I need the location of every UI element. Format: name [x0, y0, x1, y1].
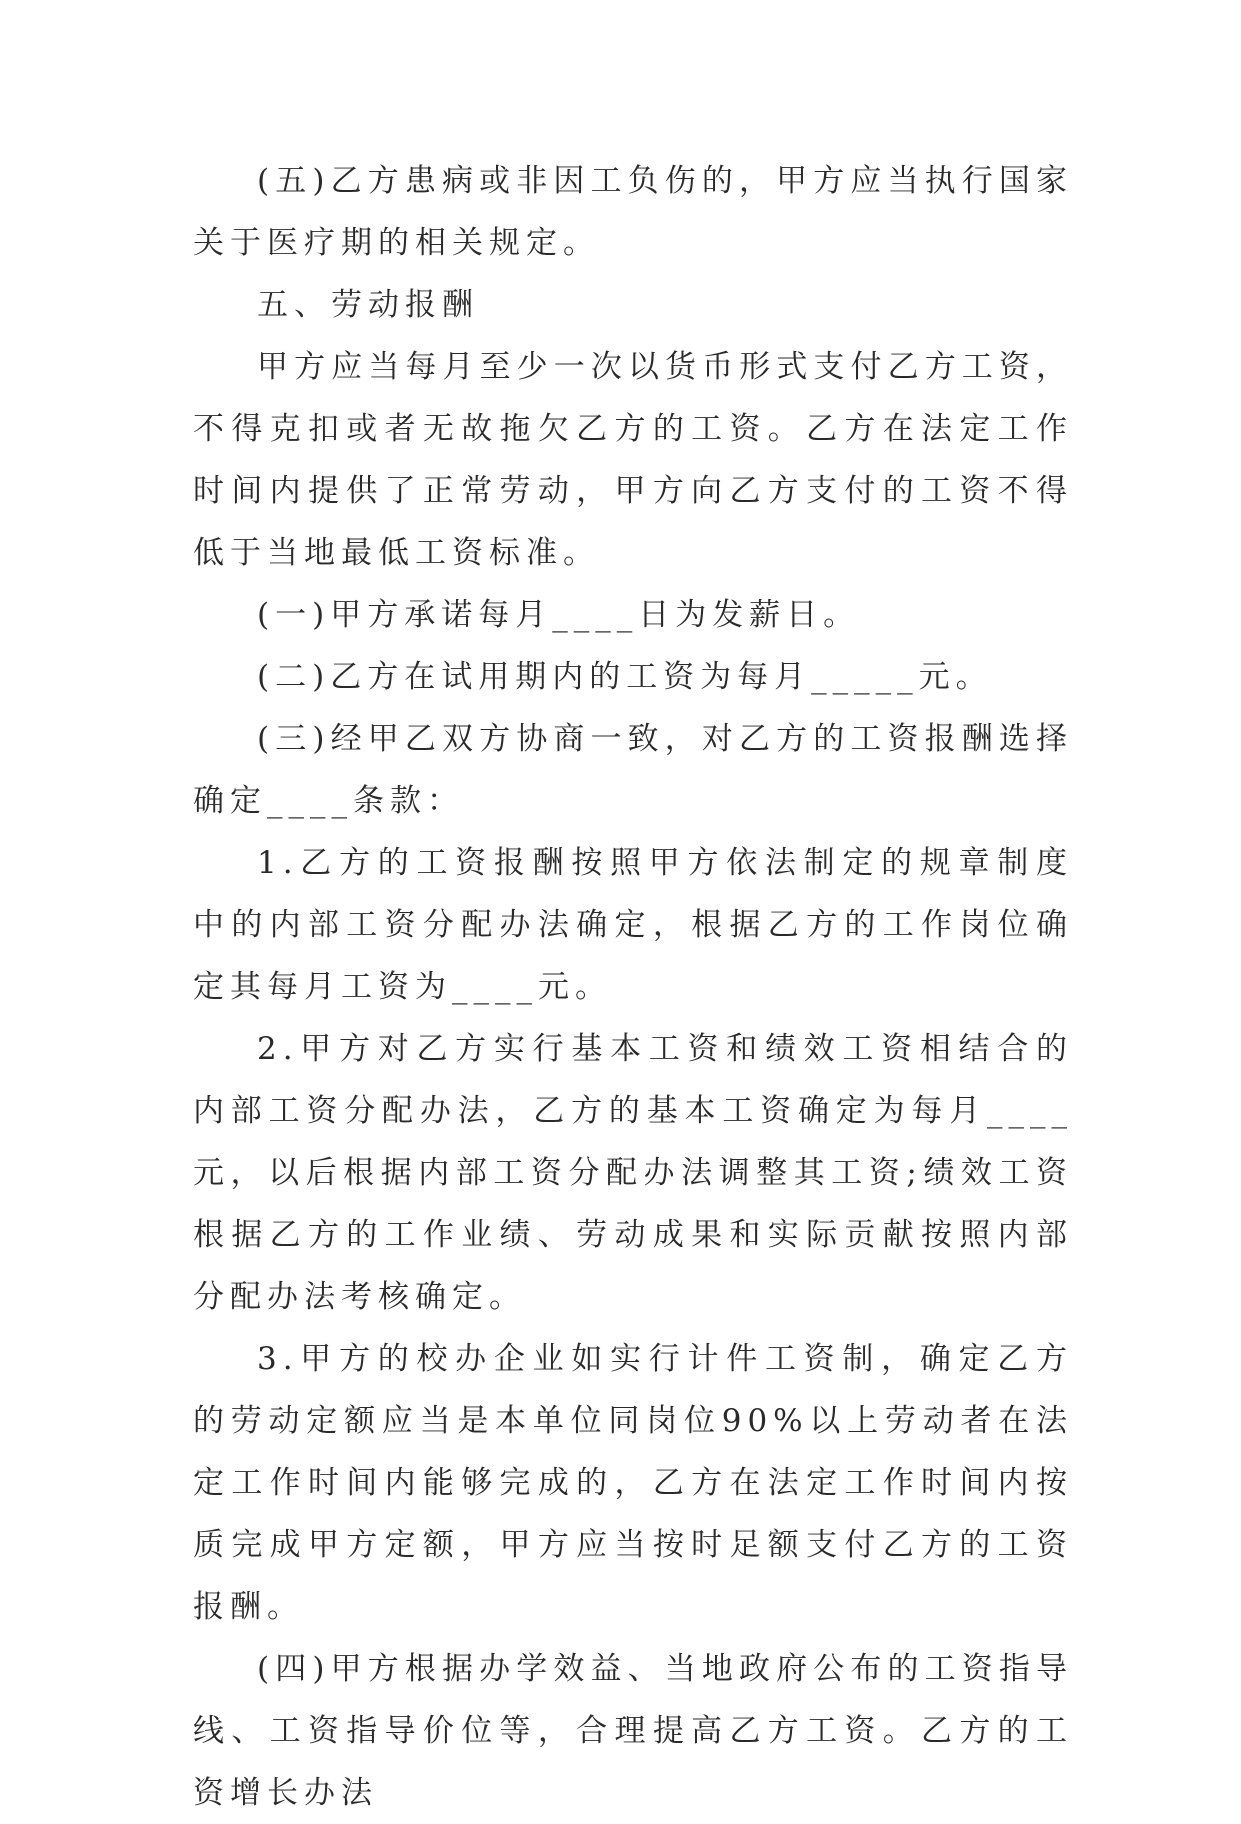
- section-heading-labor-remuneration: 五、劳动报酬: [257, 287, 479, 323]
- paragraph-option-3: 3.甲方的校办企业如实行计件工资制，确定乙方的劳动定额应当是本单位同岗位90%以上劳动者在法定工作时间内能够完成的，乙方在法定工作时间内按质完成甲方定额，甲方应当按时足额支付乙方的工资报酬。: [193, 1341, 1073, 1625]
- paragraph-sick-leave: (五)乙方患病或非因工负伤的，甲方应当执行国家关于医疗期的相关规定。: [193, 163, 1073, 261]
- paragraph-option-1: 1.乙方的工资报酬按照甲方依法制定的规章制度中的内部工资分配办法确定，根据乙方的工作岗位确定其每月工资为____元。: [193, 845, 1073, 1005]
- document-body: [193, 150, 1073, 1824]
- paragraph-wage-increase: (四)甲方根据办学效益、当地政府公布的工资指导线、工资指导价位等，合理提高乙方工资。乙方的工资增长办法: [193, 1651, 1073, 1811]
- paragraph-wage-option: (三)经甲乙双方协商一致，对乙方的工资报酬选择确定____条款：: [193, 721, 1073, 819]
- paragraph-payday: (一)甲方承诺每月____日为发薪日。: [257, 597, 861, 633]
- paragraph-wage-payment: 甲方应当每月至少一次以货币形式支付乙方工资，不得克扣或者无故拖欠乙方的工资。乙方在法定工作时间内提供了正常劳动，甲方向乙方支付的工资不得低于当地最低工资标准。: [193, 349, 1073, 571]
- paragraph-option-2: 2.甲方对乙方实行基本工资和绩效工资相结合的内部工资分配办法，乙方的基本工资确定为每月____元，以后根据内部工资分配办法调整其工资;绩效工资根据乙方的工作业绩、劳动成果和实际贡献按照内部分配办法考核确定。: [193, 1031, 1073, 1315]
- paragraph-probation-wage: (二)乙方在试用期内的工资为每月_____元。: [257, 659, 993, 695]
